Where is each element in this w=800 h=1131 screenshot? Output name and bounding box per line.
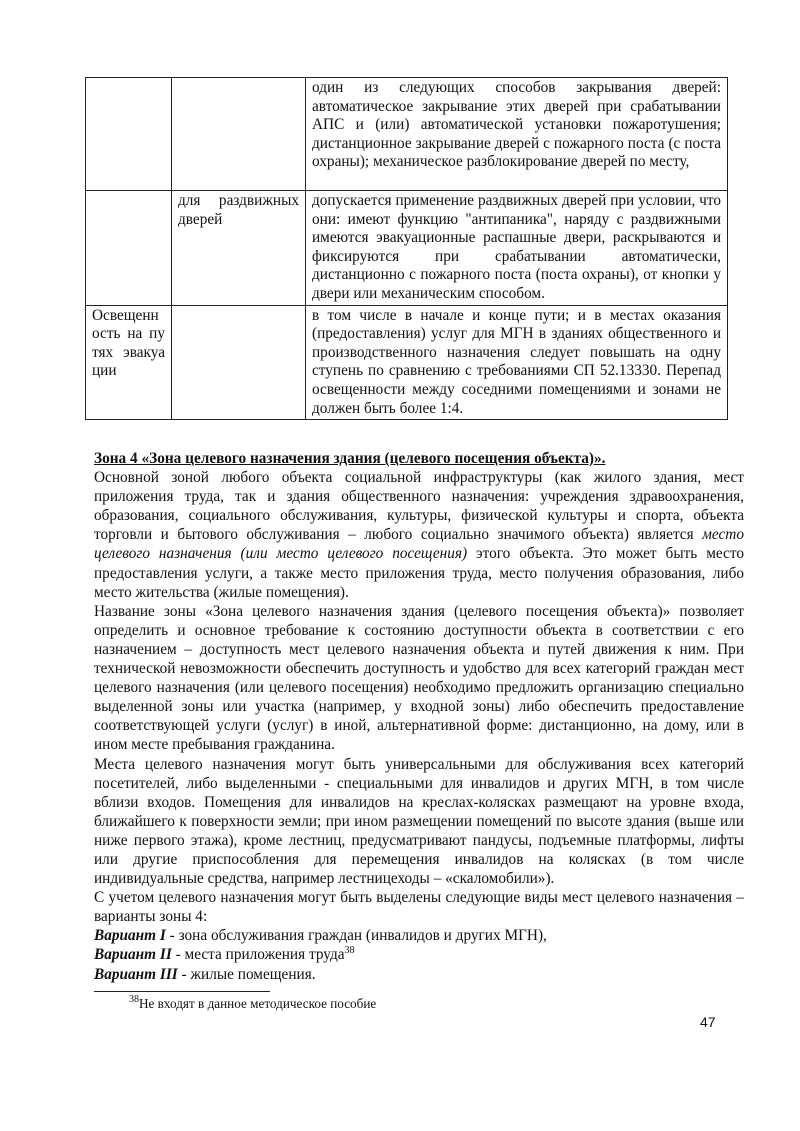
variant-item bbox=[94, 965, 744, 984]
footnote-mark: 38 bbox=[129, 994, 139, 1005]
paragraph-text: этого объекта. Это может быть место предоставления услуги, а также место приложения труда, место получения образования, либо место жительства (жилые помещения). bbox=[94, 545, 744, 601]
paragraph bbox=[94, 468, 744, 602]
table-cell: один из следующих способов закрывания дверей: автоматическое закрывание этих дверей при срабатывании АПС и (или) автоматической установки пожаротушения; дистанционное закрывание дверей с пожарного поста (с поста охраны); механическое разблокирование дверей по месту, bbox=[306, 78, 728, 191]
footnote-text: Не входят в данное методическое пособие bbox=[139, 996, 377, 1011]
table-row bbox=[86, 191, 728, 306]
zone-4-section bbox=[94, 449, 744, 984]
table-cell: допускается применение раздвижных дверей при условии, что они: имеют функцию "антипаника", наряду с раздвижными имеются эвакуационные распашные двери, раскрываются и фиксируются при срабатывании автоматически, дистанционно с пожарного поста (поста охраны), от кнопки у двери или механическим способом. bbox=[306, 191, 728, 306]
table-cell: для раздвижных дверей bbox=[172, 191, 306, 306]
requirements-table bbox=[85, 77, 728, 420]
footnote-separator bbox=[94, 991, 270, 992]
variant-text: - зона обслуживания граждан (инвалидов и других МГН), bbox=[165, 927, 547, 945]
section-title: Зона 4 «Зона целевого назначения здания (целевого посещения объекта)». bbox=[94, 450, 606, 467]
paragraph: С учетом целевого назначения могут быть выделены следующие виды мест целевого назначения – варианты зоны 4: bbox=[94, 889, 744, 926]
table-cell bbox=[172, 305, 306, 420]
table-row bbox=[86, 78, 728, 191]
paragraph: Места целевого назначения могут быть универсальными для обслуживания всех категорий посетителей, либо выделенными - специальными для инвалидов и других МГН, в том числе вблизи входов. Помещения для инвалидов на креслах-колясках размещают на уровне входа, ближайшего к поверхности земли; при ином размещении помещений по высоте здания (выше или ниже первого этажа), кроме лестниц, предусматривают пандусы, подъемные платформы, лифты или другие приспособления для перемещения инвалидов на колясках (в том числе индивидуальные средства, например лестницеходы – «скаломобили»). bbox=[94, 755, 744, 888]
footnote bbox=[129, 996, 376, 1012]
footnote-ref[interactable]: 38 bbox=[344, 945, 355, 957]
paragraph-text: Основной зоной любого объекта социальной инфраструктуры (как жилого здания, мест приложения труда, так и здания общественного назначения: учреждения здравоохранения, образования, социального обслуживания, культуры, физической культуры и спорта, объекта торговли и бытового обслуживания – любого социально значимого объекта) является bbox=[94, 469, 744, 544]
paragraph: Название зоны «Зона целевого назначения здания (целевого посещения объекта)» позволяет определить и основное требование к состоянию доступности объекта в соответствии с его назначением – доступность мест целевого назначения объекта и путей движения к ним. При технической невозможности обеспечить доступность и удобство для всех категорий граждан мест целевого назначения (или целевого посещения) необходимо предложить организацию специально выделенной зоны или участка (например, у входной зоны) либо обеспечить предоставление соответствующей услуги (услуг) в иной, альтернативной форме: дистанционно, на дому, или в ином месте пребывания гражданина. bbox=[94, 602, 744, 754]
variant-item bbox=[94, 926, 744, 945]
variant-text: - места приложения труда bbox=[171, 946, 345, 964]
table-cell: Освещенность на путях эвакуации bbox=[86, 305, 172, 420]
variant-text: - жилые помещения. bbox=[177, 965, 316, 983]
emphasis-text: место целевого назначения (или место целевого посещения) bbox=[94, 526, 744, 563]
table-cell bbox=[86, 191, 172, 306]
variant-label: Вариант III bbox=[94, 965, 178, 983]
table-row bbox=[86, 305, 728, 420]
table-cell bbox=[172, 78, 306, 191]
variant-item bbox=[94, 945, 744, 964]
table-cell: в том числе в начале и конце пути; и в местах оказания (предоставления) услуг для МГН в зданиях общественного и производственного назначения следует повышать на одну ступень по сравнению с требованиями СП 52.13330. Перепад освещенности между соседними помещениями и зонами не должен быть более 1:4. bbox=[306, 305, 728, 420]
variant-label: Вариант II bbox=[94, 946, 172, 964]
table-cell bbox=[86, 78, 172, 191]
variant-label: Вариант I bbox=[94, 927, 166, 945]
page-number: 47 bbox=[700, 1014, 716, 1030]
